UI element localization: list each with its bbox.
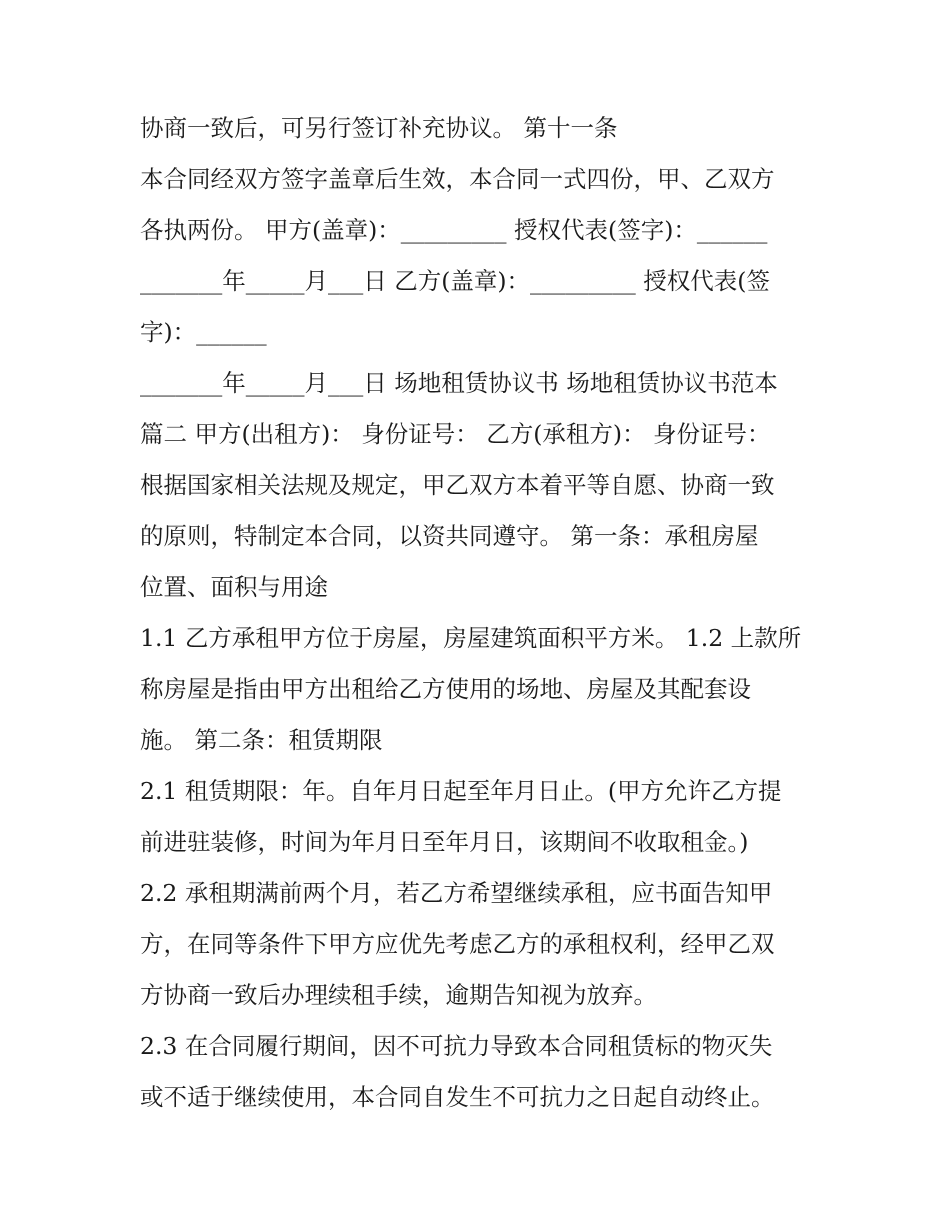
text-line: _______年_____月___日 场地租赁协议书 场地租赁协议书范本 — [140, 369, 778, 397]
text-line: 的原则，特制定本合同，以资共同遵守。 第一条：承租房屋 — [140, 522, 759, 550]
text-line: 方，在同等条件下甲方应优先考虑乙方的承租权利，经甲乙双 — [140, 930, 775, 958]
text-line: 协商一致后，可另行签订补充协议。 第十一条 — [140, 114, 618, 142]
text-line: 2.3 在合同履行期间，因不可抗力导致本合同租赁标的物灭失 — [140, 1032, 773, 1060]
text-line: 本合同经双方签字盖章后生效，本合同一式四份，甲、乙双方 — [140, 165, 775, 193]
text-line: 根据国家相关法规及规定，甲乙双方本着平等自愿、协商一致 — [140, 471, 775, 499]
text-line: 施。 第二条：租赁期限 — [140, 726, 383, 754]
text-line: 字)：______ — [140, 318, 267, 346]
text-line: 方协商一致后办理续租手续，逾期告知视为放弃。 — [140, 981, 657, 1009]
text-line: 篇二 甲方(出租方)： 身份证号： 乙方(承租方)： 身份证号： — [140, 420, 771, 448]
contract-text-body — [140, 103, 830, 1123]
text-line: 2.1 租赁期限：年。自年月日起至年月日止。(甲方允许乙方提 — [140, 777, 782, 805]
text-line: 位置、面积与用途 — [140, 573, 328, 601]
text-line: 2.2 承租期满前两个月，若乙方希望继续承租，应书面告知甲 — [140, 879, 773, 907]
text-line: 或不适于继续使用，本合同自发生不可抗力之日起自动终止。 — [140, 1083, 775, 1111]
text-line: _______年_____月___日 乙方(盖章)：_________ 授权代表(签 — [140, 267, 770, 295]
text-line: 前进驻装修，时间为年月日至年月日，该期间不收取租金。) — [140, 828, 749, 856]
text-line: 各执两份。 甲方(盖章)：_________ 授权代表(签字)：______ — [140, 216, 768, 244]
text-line: 1.1 乙方承租甲方位于房屋，房屋建筑面积平方米。 1.2 上款所 — [140, 624, 802, 652]
text-line: 称房屋是指由甲方出租给乙方使用的场地、房屋及其配套设 — [140, 675, 751, 703]
